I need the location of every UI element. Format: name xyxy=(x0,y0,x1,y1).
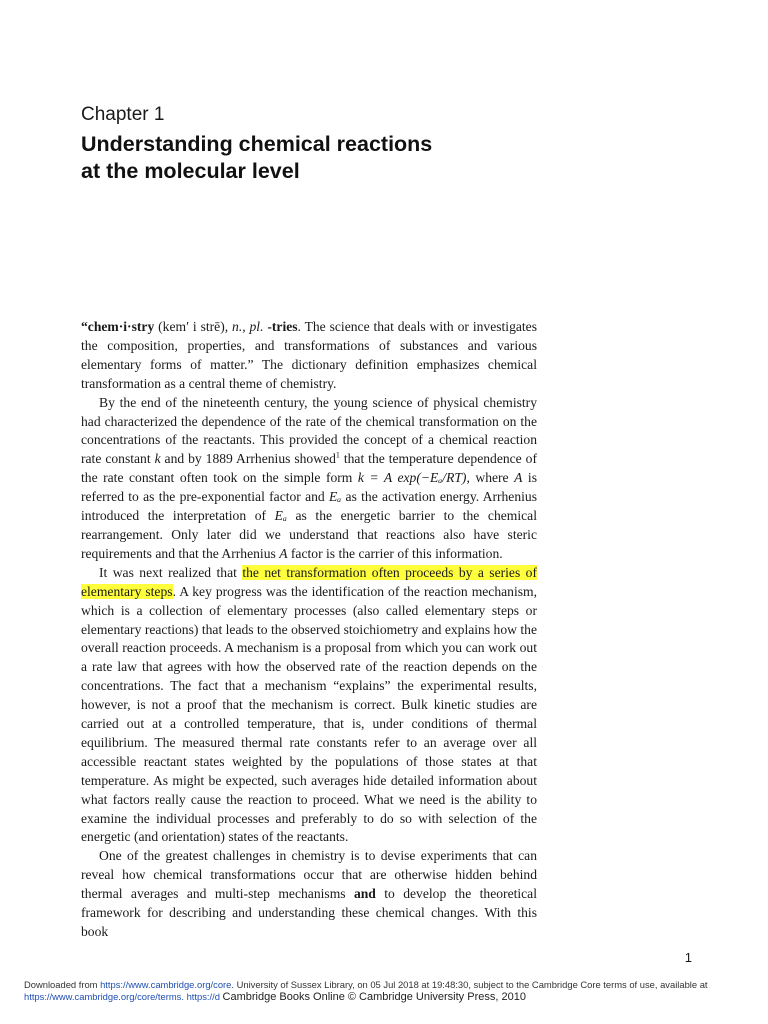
text-run: One of the greatest challenges in chemistry is to devise experiments that can reveal how chemical transformations occur that are otherwise hidden behind thermal averages and multi-step mechanisms xyxy=(81,848,537,902)
symbol-ea: Eₐ xyxy=(274,508,287,524)
text-run: It was next realized that xyxy=(99,564,243,580)
text-run: as the energetic barrier to the chemical rearrangement. Only later did we understand that reactions also have steric requirements and that the Arrhenius xyxy=(81,508,537,561)
copyright-notice: Cambridge Books Online © Cambridge University Press, 2010 xyxy=(222,991,526,1003)
text-run: as the activation energy. Arrhenius introduced the interpretation of xyxy=(81,489,538,524)
highlighted-text[interactable]: the net transformation often proceeds by a series of elementary steps xyxy=(81,564,537,599)
page-number: 1 xyxy=(684,950,692,965)
definition-text: . The science that deals with or investigates the composition, properties, and transformations of substances and various elementary forms of matter.” The dictionary definition emphasizes chemical transformation as a central theme of chemistry. xyxy=(81,319,537,391)
plural-form: -tries xyxy=(263,319,298,334)
cambridge-core-link[interactable]: https://www.cambridge.org/core xyxy=(100,979,232,990)
symbol-ea: Eₐ xyxy=(329,489,342,505)
text-run: that the temperature dependence of the rate constant often took on the simple form xyxy=(81,451,537,486)
chapter-title-line1: Understanding chemical reactions xyxy=(81,132,433,156)
text-run: By the end of the nineteenth century, the young science of physical chemistry had characterized the dependence of the rate of the chemical transformation on the concentrations of the reactants. This provided the concept of a chemical reaction rate constant xyxy=(81,394,537,467)
paragraph-definition xyxy=(81,318,537,394)
part-of-speech: n., pl. xyxy=(232,319,264,334)
chapter-label: Chapter 1 xyxy=(81,104,165,125)
terms-link[interactable]: https://www.cambridge.org/core/terms xyxy=(24,991,182,1002)
text-run: and by 1889 Arrhenius showed xyxy=(160,451,336,467)
reference-marker[interactable]: 1 xyxy=(335,450,340,460)
arrhenius-formula: k = A exp(−Eₐ/RT) xyxy=(357,470,467,486)
doi-link[interactable]: . https://d xyxy=(181,991,220,1002)
chapter-title xyxy=(81,131,541,185)
footer-prefix: Downloaded from xyxy=(24,979,101,990)
symbol-a: A xyxy=(514,470,523,486)
text-run: is referred to as the pre-exponential factor and xyxy=(81,470,538,505)
symbol-a: A xyxy=(279,545,288,561)
symbol-k: k xyxy=(154,451,161,467)
download-footer xyxy=(24,979,724,1003)
paragraph-mechanism xyxy=(81,564,537,848)
paragraph-challenges xyxy=(81,847,537,942)
paragraph-arrhenius xyxy=(81,394,537,564)
chapter-title-line2: at the molecular level xyxy=(81,159,300,183)
text-run: , where xyxy=(466,470,515,486)
bold-word: and xyxy=(353,886,376,902)
footer-middle: . University of Sussex Library, on 05 Jul 2018 at 19:48:30, subject to the Cambridge Core terms of use, available at xyxy=(231,979,708,990)
pronunciation: (kem′ i strē), xyxy=(154,319,233,334)
body-text xyxy=(81,318,537,942)
text-run: to develop the theoretical framework for describing and understanding these chemical changes. With this book xyxy=(81,886,537,939)
text-run: factor is the carrier of this information. xyxy=(287,545,503,561)
text-run: . A key progress was the identification of the reaction mechanism, which is a collection of elementary processes (also called elementary steps or elementary reactions) that leads to the observed stoichiometry and explains how the overall reaction proceeds. A mechanism is a proposal from which you can work out a rate law that agrees with how the observed rate of the reaction depends on the concentrations. The fact that a mechanism “explains” the experimental results, however, is not a proof that the mechanism is correct. Bulk kinetic studies are carried out at a controlled temperature, that is, under conditions of thermal equilibrium. The measured thermal rate constants refer to an average over all accessible reactant states weighted by the populations of those states at that temperature. As might be expected, such averages hide detailed information about what factors really cause the reaction to proceed. What we need is the ability to examine the individual processes and preferably to do so with selection of the energetic (and orientation) states of the reactants. xyxy=(81,583,538,845)
headword: “chem·i·stry xyxy=(81,319,155,334)
